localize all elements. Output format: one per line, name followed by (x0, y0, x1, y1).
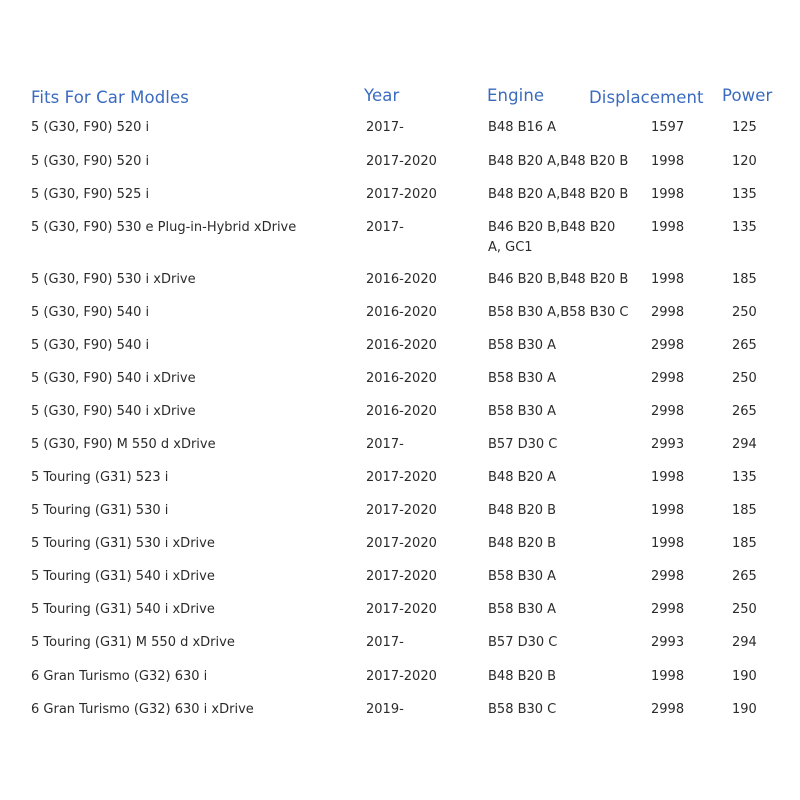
header-displacement: Displacement (589, 88, 704, 107)
cell-power: 265 (732, 404, 757, 419)
cell-year: 2017- (366, 635, 404, 650)
cell-power: 294 (732, 437, 757, 452)
cell-displacement: 2998 (651, 371, 685, 386)
cell-model: 5 (G30, F90) 540 i (31, 305, 150, 320)
cell-year: 2017- (366, 120, 404, 135)
header-year: Year (364, 86, 400, 105)
cell-model: 5 (G30, F90) 540 i (31, 338, 150, 353)
cell-year: 2017-2020 (366, 470, 437, 485)
cell-displacement: 1998 (651, 187, 685, 202)
cell-displacement: 1597 (651, 120, 685, 135)
cell-year: 2017-2020 (366, 536, 437, 551)
cell-power: 250 (732, 305, 757, 320)
cell-year: 2017-2020 (366, 569, 437, 584)
cell-displacement: 1998 (651, 536, 685, 551)
cell-engine: B48 B20 B (488, 669, 557, 684)
cell-power: 135 (732, 220, 757, 235)
cell-year: 2017-2020 (366, 187, 437, 202)
cell-engine: B48 B20 A (488, 470, 557, 485)
cell-model: 5 (G30, F90) 530 e Plug-in-Hybrid xDrive (31, 220, 297, 235)
cell-model: 5 Touring (G31) 530 i xDrive (31, 536, 215, 551)
cell-displacement: 1998 (651, 669, 685, 684)
cell-model: 5 (G30, F90) 540 i xDrive (31, 371, 196, 386)
cell-displacement: 2998 (651, 404, 685, 419)
cell-power: 190 (732, 669, 757, 684)
cell-displacement: 2998 (651, 602, 685, 617)
header-engine: Engine (487, 86, 545, 105)
cell-model: 5 Touring (G31) 540 i xDrive (31, 602, 215, 617)
cell-displacement: 2993 (651, 437, 685, 452)
cell-power: 185 (732, 272, 757, 287)
cell-engine: B58 B30 A (488, 569, 557, 584)
cell-power: 185 (732, 536, 757, 551)
cell-displacement: 1998 (651, 220, 685, 235)
cell-power: 135 (732, 187, 757, 202)
cell-year: 2016-2020 (366, 305, 437, 320)
cell-power: 265 (732, 338, 757, 353)
cell-model: 5 (G30, F90) 540 i xDrive (31, 404, 196, 419)
cell-model: 6 Gran Turismo (G32) 630 i xDrive (31, 702, 254, 717)
cell-engine: B46 B20 B,B48 B20 B (488, 272, 629, 287)
cell-displacement: 1998 (651, 503, 685, 518)
cell-engine: B48 B20 B (488, 503, 557, 518)
cell-year: 2016-2020 (366, 338, 437, 353)
cell-model: 5 Touring (G31) 540 i xDrive (31, 569, 215, 584)
cell-displacement: 2998 (651, 338, 685, 353)
cell-displacement: 2998 (651, 569, 685, 584)
cell-year: 2016-2020 (366, 272, 437, 287)
cell-engine: B48 B20 B (488, 536, 557, 551)
cell-model: 5 (G30, F90) 525 i (31, 187, 150, 202)
cell-engine: B48 B20 A,B48 B20 B (488, 154, 629, 169)
cell-engine: B48 B16 A (488, 120, 557, 135)
cell-model: 6 Gran Turismo (G32) 630 i (31, 669, 208, 684)
cell-year: 2017-2020 (366, 154, 437, 169)
cell-model: 5 Touring (G31) 530 i (31, 503, 169, 518)
cell-displacement: 2998 (651, 702, 685, 717)
cell-engine: B46 B20 B,B48 B20 A, GC1 (488, 220, 616, 255)
cell-engine: B58 B30 A,B58 B30 C (488, 305, 629, 320)
cell-power: 120 (732, 154, 757, 169)
cell-model: 5 Touring (G31) 523 i (31, 470, 169, 485)
cell-year: 2016-2020 (366, 371, 437, 386)
cell-year: 2017-2020 (366, 602, 437, 617)
cell-power: 250 (732, 371, 757, 386)
cell-year: 2017- (366, 437, 404, 452)
cell-model: 5 (G30, F90) 520 i (31, 120, 150, 135)
cell-year: 2019- (366, 702, 404, 717)
cell-model: 5 (G30, F90) 520 i (31, 154, 150, 169)
cell-engine: B58 B30 A (488, 404, 557, 419)
header-model: Fits For Car Modles (31, 88, 189, 107)
cell-year: 2017-2020 (366, 503, 437, 518)
cell-engine: B57 D30 C (488, 437, 558, 452)
cell-engine: B48 B20 A,B48 B20 B (488, 187, 629, 202)
cell-power: 190 (732, 702, 757, 717)
cell-model: 5 (G30, F90) M 550 d xDrive (31, 437, 216, 452)
cell-power: 185 (732, 503, 757, 518)
cell-year: 2017-2020 (366, 669, 437, 684)
cell-displacement: 2998 (651, 305, 685, 320)
cell-year: 2017- (366, 220, 404, 235)
cell-displacement: 1998 (651, 272, 685, 287)
cell-power: 265 (732, 569, 757, 584)
cell-power: 125 (732, 120, 757, 135)
cell-displacement: 1998 (651, 154, 685, 169)
cell-engine: B58 B30 A (488, 371, 557, 386)
header-power: Power (722, 86, 773, 105)
cell-engine: B58 B30 A (488, 602, 557, 617)
cell-model: 5 (G30, F90) 530 i xDrive (31, 272, 196, 287)
cell-year: 2016-2020 (366, 404, 437, 419)
cell-engine: B58 B30 C (488, 702, 557, 717)
cell-model: 5 Touring (G31) M 550 d xDrive (31, 635, 235, 650)
cell-displacement: 2993 (651, 635, 685, 650)
cell-engine: B58 B30 A (488, 338, 557, 353)
cell-power: 250 (732, 602, 757, 617)
cell-displacement: 1998 (651, 470, 685, 485)
cell-power: 294 (732, 635, 757, 650)
cell-power: 135 (732, 470, 757, 485)
cell-engine: B57 D30 C (488, 635, 558, 650)
